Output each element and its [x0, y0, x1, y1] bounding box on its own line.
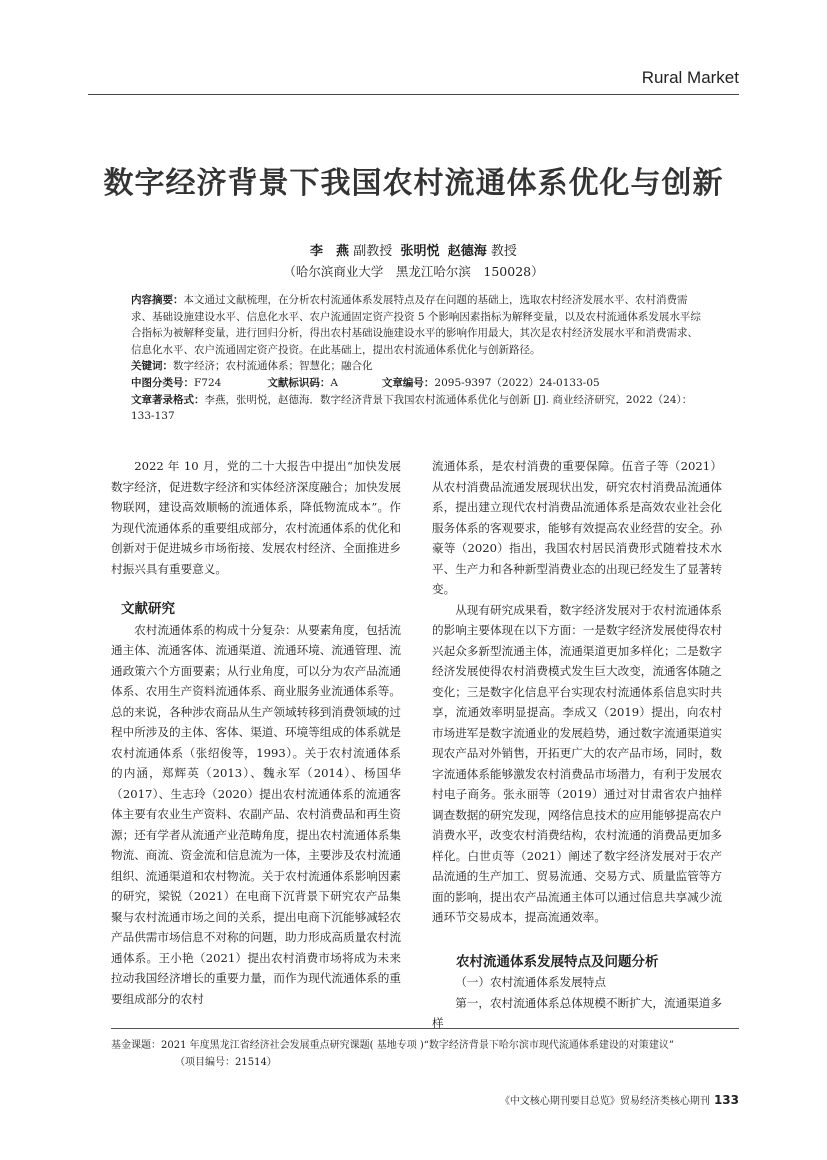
- author-1-role: 副教授: [353, 244, 393, 259]
- author-2: 张明悦: [400, 244, 440, 259]
- authors: [88, 240, 739, 259]
- classification-row: [131, 375, 702, 392]
- author-3-role: 教授: [490, 244, 517, 259]
- clc-value: F724: [194, 376, 222, 389]
- keywords-text: 数字经济；农村流通体系；智慧化；融合化: [173, 360, 373, 373]
- section-heading-literature: 文献研究: [121, 601, 175, 617]
- citation-label: 文章著录格式：: [131, 393, 205, 406]
- left-column: [111, 456, 401, 1009]
- abstract-block: [131, 292, 702, 425]
- section-heading-features: 农村流通体系发展特点及问题分析: [456, 953, 659, 970]
- page-footer: [500, 1092, 739, 1107]
- features-paragraph: 第一，农村流通体系总体规模不断扩大，流通渠道多样: [432, 995, 722, 1030]
- abstract-label: 内容摘要：: [131, 294, 184, 306]
- project-number: （项目编号：21514）: [175, 1057, 277, 1068]
- right-column: [432, 456, 722, 1034]
- journal-header: Rural Market: [641, 68, 739, 87]
- footer-journal-note: 《中文核心期刊要目总览》贸易经济类核心期刊: [499, 1096, 710, 1107]
- citation: [131, 392, 702, 425]
- impact-paragraph: 从现有研究成果看，数字经济发展对于农村流通体系的影响主要体现在以下方面：一是数字经济发展使得农村兴起众多新型流通主体，流通渠道更加多样化；二是数字经济发展使得农村消费模式发生巨大改变，流通客体随之变化；三是数字化信息平台实现农村流通体系信息实时共享，流通效率明显提高。李成又（2019）提出，向农村市场进军是数字流通业的发展趋势，通过数字流通渠道实现农产品对外销售，开拓更广大的农产品市场，同时，数字流通体系能够激发农村消费品市场潜力，有利于发展农村电子商务。张永丽等（2019）通过对甘肃省农户抽样调查数据的研究发现，网络信息技术的应用能够提高农户消费水平，改变农村消费结构，农村流通的消费品更加多样化。白世贞等（2021）阐述了数字经济发展对于农产品流通的生产加工、贸易流通、交易方式、质量监管等方面的影响，提出农产品流通主体可以通过信息共享减少流通环节交易成本，提高流通效率。: [432, 602, 722, 924]
- abstract: [131, 292, 702, 358]
- subsection-heading: （一）农村流通体系发展特点: [455, 975, 606, 989]
- intro-paragraph: 2022 年 10 月，党的二十大报告中提出“加快发展数字经济，促进数字经济和实体经济深度融合；加快发展物联网，建设高效顺畅的流通体系，降低物流成本”。作为现代流通体系的重要组成部分，农村流通体系的优化和创新对于促进城乡市场衔接、发展农村经济、全面推进乡村振兴具有重要意义。: [111, 459, 401, 576]
- article-title: 数字经济背景下我国农村流通体系优化与创新: [103, 166, 724, 201]
- doc-label: 文献标识码：: [267, 376, 331, 389]
- clc-label: 中图分类号：: [131, 376, 194, 389]
- continued-paragraph: 流通体系，是农村消费的重要保障。伍音子等（2021）从农村消费品流通发展现状出发，研究农村消费品流通体系，提出建立现代农村消费品流通体系是高效农业社会化服务体系的客观要求，能够有效提高农业经营的安全。孙豪等（2020）指出，我国农村居民消费形式随着技术水平、生产力和各种新型消费业态的出现已经发生了显著转变。: [432, 459, 722, 596]
- funding-note: [111, 1037, 739, 1071]
- author-3: 赵德海: [447, 244, 487, 259]
- page-number: 133: [713, 1093, 739, 1107]
- author-1: 李 燕: [310, 244, 350, 259]
- funding-line: 基金课题：2021 年度黑龙江省经济社会发展重点研究课题( 基地专项 )“数字经济背景下哈尔滨市现代流通体系建设的对策建议”: [111, 1040, 675, 1051]
- article-no-label: 文章编号：: [381, 376, 435, 389]
- doc-value: A: [330, 376, 338, 389]
- article-no-value: 2095-9397（2022）24-0133-05: [434, 376, 600, 389]
- abstract-text: 本文通过文献梳理，在分析农村流通体系发展特点及存在问题的基础上，选取农村经济发展水平、农村消费需求、基础设施建设水平、信息化水平、农户流通固定资产投资 5 个影响因素指标为解释变量，以及农村流通体系发展水平综合指标为被解释变量，进行回归分析，得出农村基础设施建设水平的影响作用最大，其次是农村经济发展水平和消费需求、信息化水平、农户流通固定资产投资。在此基础上，提出农村流通体系优化与创新路径。: [131, 294, 701, 356]
- literature-paragraph: 农村流通体系的构成十分复杂：从要素角度，包括流通主体、流通客体、流通渠道、流通环境、流通管理、流通政策六个方面要素；从行业角度，可以分为农产品流通体系、农用生产资料流通体系、商业服务业流通体系等。总的来说，各种涉农商品从生产领域转移到消费领域的过程中所涉及的主体、客体、渠道、环境等组成的体系就是农村流通体系（张绍俊等，1993）。关于农村流通体系的内涵，郑辉英（2013）、魏永军（2014）、杨国华（2017）、生志玲（2020）提出农村流通体系的流通客体主要有农业生产资料、农副产品、农村消费品和再生资源；还有学者从流通产业范畴角度，提出农村流通体系集物流、商流、资金流和信息流为一体，主要涉及农村流通组织、流通渠道和农村物流。关于农村流通体系影响因素的研究，梁锐（2021）在电商下沉背景下研究农产品集聚与农村流通市场之间的关系，提出电商下沉能够减轻农产品供需市场信息不对称的问题，助力形成高质量农村流通体系。王小艳（2021）提出农村消费市场将成为未来拉动我国经济增长的重要力量，而作为现代流通体系的重要组成部分的农村: [111, 622, 401, 1006]
- citation-text: 李燕，张明悦，赵德海．数字经济背景下我国农村流通体系优化与创新 [J]. 商业经济研究，2022（24）：133-137: [131, 393, 693, 423]
- affiliation: （哈尔滨商业大学 黑龙江哈尔滨 150028）: [283, 264, 544, 279]
- keywords: [131, 358, 702, 375]
- keywords-label: 关键词：: [131, 360, 173, 373]
- footnote-rule: [111, 1028, 739, 1029]
- header-rule: [88, 94, 739, 95]
